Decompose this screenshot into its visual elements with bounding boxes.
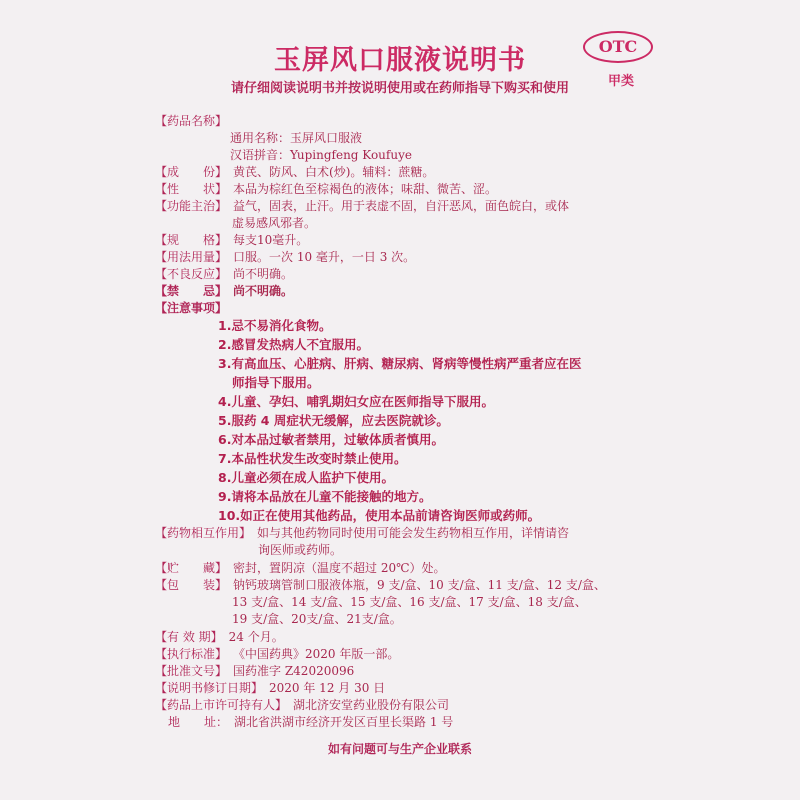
description-label: 【性 状】	[155, 182, 228, 196]
spec-label: 【规 格】	[155, 233, 228, 247]
indications-label: 【功能主治】	[155, 199, 228, 213]
indications-row	[155, 197, 569, 214]
package-label: 【包 装】	[155, 578, 228, 592]
storage-label: 【贮 藏】	[155, 561, 228, 575]
validity-label: 【有 效 期】	[155, 630, 223, 644]
revision-value: 2020 年 12 月 30 日	[269, 681, 386, 695]
adverse-value: 尚不明确。	[233, 267, 294, 281]
holder-label: 【药品上市许可持有人】	[155, 698, 288, 712]
interactions-row	[155, 524, 569, 541]
adverse-label: 【不良反应】	[155, 267, 228, 281]
precaution-item: 5.服药 4 周症状无缓解，应去医院就诊。	[218, 413, 449, 428]
address-row	[168, 713, 453, 730]
approval-row	[155, 662, 354, 679]
adverse-row	[155, 265, 293, 282]
contra-label: 【禁 忌】	[155, 284, 228, 298]
leaflet-subtitle: 请仔细阅读说明书并按说明使用或在药师指导下购买和使用	[230, 81, 569, 96]
storage-value: 密封，置阴凉（温度不超过 20℃）处。	[233, 561, 446, 575]
standard-row	[155, 645, 399, 662]
ingredients-label: 【成 份】	[155, 165, 228, 179]
holder-row	[155, 696, 449, 713]
leaflet-title: 玉屏风口服液说明书	[274, 45, 526, 76]
ingredients-value: 黄芪、防风、白术(炒)。辅料：蔗糖。	[233, 165, 435, 179]
package-value-cont: 13 支/盒、14 支/盒、15 支/盒、16 支/盒、17 支/盒、18 支/盒、	[232, 595, 587, 609]
package-row	[155, 576, 606, 593]
standard-value: 《中国药典》2020 年版一部。	[233, 647, 400, 661]
description-value: 本品为棕红色至棕褐色的液体；味甜、微苦、涩。	[233, 182, 498, 196]
drug-name-row	[155, 112, 233, 129]
precaution-item: 师指导下服用。	[232, 375, 320, 390]
precaution-item: 6.对本品过敏者禁用，过敏体质者慎用。	[218, 432, 444, 447]
precaution-item: 8.儿童必须在成人监护下使用。	[218, 470, 394, 485]
package-value-cont: 19 支/盒、20支/盒、21支/盒。	[232, 612, 402, 626]
ingredients-row	[155, 163, 434, 180]
validity-value: 24 个月。	[228, 630, 284, 644]
holder-value: 湖北济安堂药业股份有限公司	[293, 698, 450, 712]
revision-row	[155, 679, 385, 696]
precautions-row	[155, 299, 233, 316]
spec-value: 每支10毫升。	[233, 233, 309, 247]
revision-label: 【说明书修订日期】	[155, 681, 264, 695]
validity-row	[155, 628, 284, 645]
precaution-item: 2.感冒发热病人不宜服用。	[218, 337, 369, 352]
pinyin-name: 汉语拼音：Yupingfeng Koufuye	[230, 148, 412, 162]
usage-label: 【用法用量】	[155, 250, 228, 264]
otc-class-label: 甲类	[608, 74, 635, 89]
description-row	[155, 180, 497, 197]
spec-row	[155, 231, 308, 248]
standard-label: 【执行标准】	[155, 647, 228, 661]
precautions-label: 【注意事项】	[155, 301, 228, 315]
precaution-item: 4.儿童、孕妇、哺乳期妇女应在医师指导下服用。	[218, 394, 494, 409]
usage-value: 口服。一次 10 毫升，一日 3 次。	[233, 250, 416, 264]
precaution-item: 1.忌不易消化食物。	[218, 318, 332, 333]
interactions-label: 【药物相互作用】	[155, 526, 252, 540]
package-value: 钠钙玻璃管制口服液体瓶，9 支/盒、10 支/盒、11 支/盒、12 支/盒、	[233, 578, 606, 592]
precaution-item: 3.有高血压、心脏病、肝病、糖尿病、肾病等慢性病严重者应在医	[218, 356, 582, 371]
precaution-item: 9.请将本品放在儿童不能接触的地方。	[218, 489, 432, 504]
approval-value: 国药准字 Z42020096	[233, 664, 355, 678]
approval-label: 【批准文号】	[155, 664, 228, 678]
contra-row	[155, 282, 293, 299]
interactions-value-cont: 询医师或药师。	[258, 543, 343, 557]
precaution-item: 10.如正在使用其他药品，使用本品前请咨询医师或药师。	[218, 508, 541, 523]
otc-badge: OTC	[583, 31, 653, 63]
storage-row	[155, 559, 446, 576]
address-label: 地 址：	[168, 715, 229, 729]
contact-note: 如有问题可与生产企业联系	[327, 742, 472, 756]
generic-name: 通用名称：玉屏风口服液	[230, 131, 363, 145]
address-value: 湖北省洪湖市经济开发区百里长渠路 1 号	[234, 715, 454, 729]
contra-value: 尚不明确。	[233, 284, 294, 298]
precaution-item: 7.本品性状发生改变时禁止使用。	[218, 451, 407, 466]
interactions-value: 如与其他药物同时使用可能会发生药物相互作用，详情请咨	[257, 526, 570, 540]
indications-value: 益气，固表，止汗。用于表虚不固，自汗恶风，面色皖白，或体	[233, 199, 570, 213]
drug-name-label: 【药品名称】	[155, 114, 228, 128]
indications-value-cont: 虚易感风邪者。	[232, 216, 317, 230]
usage-row	[155, 248, 415, 265]
